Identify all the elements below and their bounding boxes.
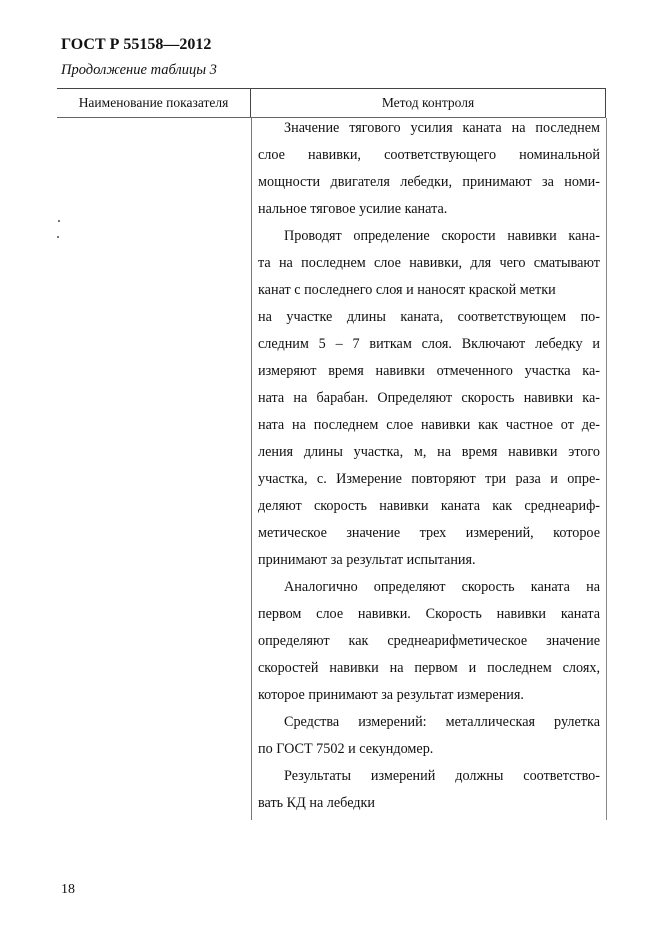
text-line: ната на барабан. Определяют скорость навивки ка-	[258, 390, 600, 406]
text-line: Проводят определение скорости навивки кана-	[284, 228, 600, 244]
text-line: слое навивки, соответствующего номинальной	[258, 147, 600, 163]
text-line: принимают за результат испытания.	[258, 552, 476, 568]
column-header-indicator-name: Наименование показателя	[78, 95, 229, 110]
standard-code: ГОСТ Р 55158—2012	[61, 36, 212, 53]
table-right-border	[606, 118, 607, 820]
text-line: измеряют время навивки отмеченного участка ка-	[258, 363, 600, 379]
text-line: Аналогично определяют скорость каната на	[284, 579, 600, 595]
text-line: Результаты измерений должны соответство-	[284, 768, 600, 784]
text-line: которое принимают за результат измерения.	[258, 687, 524, 703]
text-line: участка, с. Измерение повторяют три раза и опре-	[258, 471, 600, 487]
text-line: определяют как среднеарифметическое значение	[258, 633, 600, 649]
page-number: 18	[61, 882, 75, 897]
text-line: на участке длины каната, соответствующем по-	[258, 309, 600, 325]
table-column-divider	[251, 118, 252, 820]
text-line: та на последнем слое навивки, для чего сматывают	[258, 255, 600, 271]
text-line: мощности двигателя лебедки, принимают за номи-	[258, 174, 600, 190]
table-caption: Продолжение таблицы 3	[61, 62, 217, 78]
text-line: метическое значение трех измерений, которое	[258, 525, 600, 541]
text-line: вать КД на лебедки	[258, 795, 376, 811]
text-line: канат с последнего слоя и наносят краской метки	[258, 282, 556, 298]
text-line: по ГОСТ 7502 и секундомер.	[258, 741, 434, 757]
table-top-border	[57, 88, 606, 89]
text-line: скоростей навивки на первом и последнем слоях,	[258, 660, 600, 676]
text-line: следним 5 – 7 виткам слоя. Включают лебедку и	[258, 336, 600, 352]
scan-speck	[57, 236, 59, 238]
scan-speck	[58, 220, 60, 222]
text-line: ната на последнем слое навивки как частное от де-	[258, 417, 600, 433]
table-right-border-header	[605, 88, 606, 118]
text-line: деляют скорость навивки каната как среднеариф-	[258, 498, 600, 514]
text-line: первом слое навивки. Скорость навивки каната	[258, 606, 600, 622]
text-line: Значение тягового усилия каната на последнем	[284, 120, 600, 136]
text-line: ления длины участка, м, на время навивки этого	[258, 444, 600, 460]
text-line: Средства измерений: металлическая рулетка	[284, 714, 600, 730]
text-line: нальное тяговое усилие каната.	[258, 201, 448, 217]
column-header-control-method: Метод контроля	[381, 95, 475, 110]
